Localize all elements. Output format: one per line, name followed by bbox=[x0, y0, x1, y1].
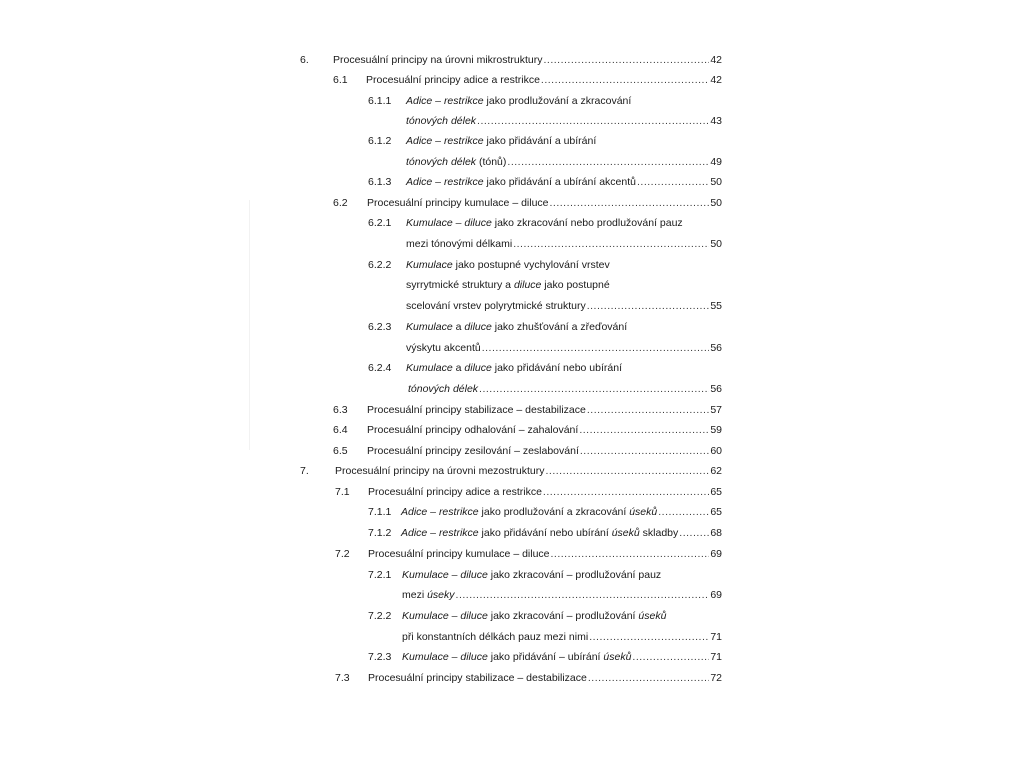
section-number: 7. bbox=[300, 465, 309, 477]
section-number: 7.1 bbox=[335, 486, 350, 498]
section-number: 7.3 bbox=[335, 672, 350, 684]
section-title-text bbox=[406, 320, 627, 334]
section-title-text bbox=[367, 403, 586, 417]
page-number: 56 bbox=[710, 342, 722, 354]
section-title bbox=[367, 423, 722, 437]
title-italic-segment: úseků bbox=[603, 651, 632, 663]
section-number: 7.2 bbox=[335, 548, 350, 560]
dot-leaders bbox=[658, 505, 709, 519]
dot-leaders bbox=[541, 73, 709, 87]
section-title-text bbox=[406, 94, 631, 108]
title-segment: jako zkracování – prodlužování bbox=[487, 610, 639, 622]
title-italic-segment: diluce bbox=[513, 279, 542, 291]
section-number: 6.1 bbox=[333, 74, 348, 86]
dot-leaders bbox=[544, 53, 710, 67]
toc-row bbox=[0, 526, 1024, 540]
section-title bbox=[406, 320, 627, 334]
section-title-text bbox=[368, 547, 550, 561]
page-number: 56 bbox=[710, 383, 722, 395]
title-segment: jako přidávání a ubírání akcentů bbox=[483, 176, 636, 188]
toc-row bbox=[0, 53, 1024, 67]
section-title bbox=[368, 547, 722, 561]
title-italic-segment: Kumulace – diluce bbox=[402, 610, 488, 622]
page-number: 55 bbox=[710, 300, 722, 312]
section-title-text bbox=[368, 671, 587, 685]
title-italic-segment: úseky bbox=[427, 589, 455, 601]
toc-row bbox=[0, 403, 1024, 417]
toc-row bbox=[0, 630, 1024, 644]
title-segment: výskytu akcentů bbox=[406, 342, 481, 354]
title-segment: Procesuální principy na úrovni mikrostruktury bbox=[333, 54, 543, 66]
dot-leaders bbox=[546, 464, 710, 478]
section-title bbox=[402, 609, 666, 623]
title-italic-segment: Adice – restrikce bbox=[406, 176, 484, 188]
page-number: 42 bbox=[710, 74, 722, 86]
title-segment: Procesuální principy kumulace – diluce bbox=[368, 548, 550, 560]
toc-row bbox=[0, 237, 1024, 251]
section-title-text bbox=[401, 526, 678, 540]
title-italic-segment: Kumulace bbox=[406, 259, 453, 271]
section-number: 6.3 bbox=[333, 404, 348, 416]
section-number: 6. bbox=[300, 54, 309, 66]
section-title bbox=[406, 341, 722, 355]
toc-row bbox=[0, 216, 1024, 230]
toc-row bbox=[0, 196, 1024, 210]
section-title-text bbox=[406, 216, 683, 230]
toc-row bbox=[0, 423, 1024, 437]
title-segment: Procesuální principy stabilizace – destabilizace bbox=[367, 404, 586, 416]
title-segment: (tónů) bbox=[476, 156, 507, 168]
title-segment: jako přidávání nebo ubírání bbox=[478, 527, 612, 539]
section-number: 6.1.2 bbox=[368, 135, 392, 147]
section-number: 6.2.2 bbox=[368, 259, 392, 271]
toc-row bbox=[0, 320, 1024, 334]
toc-row bbox=[0, 568, 1024, 582]
section-number: 7.2.1 bbox=[368, 569, 392, 581]
section-number: 6.2.3 bbox=[368, 321, 392, 333]
title-segment: jako prodlužování a zkracování bbox=[478, 506, 630, 518]
title-italic-segment: Adice – restrikce bbox=[401, 527, 479, 539]
section-title bbox=[367, 403, 722, 417]
section-title-text bbox=[367, 196, 549, 210]
page-number: 57 bbox=[710, 404, 722, 416]
title-italic-segment: úseků bbox=[638, 610, 667, 622]
title-segment: jako zhušťování a zřeďování bbox=[491, 321, 628, 333]
section-title-text bbox=[406, 361, 622, 375]
title-segment: jako zkracování nebo prodlužování pauz bbox=[491, 217, 683, 229]
page-number: 71 bbox=[710, 631, 722, 643]
section-title-text bbox=[406, 341, 481, 355]
title-italic-segment: Adice – restrikce bbox=[401, 506, 479, 518]
section-title bbox=[366, 73, 722, 87]
section-number: 6.1.3 bbox=[368, 176, 392, 188]
section-title bbox=[406, 258, 610, 272]
title-italic-segment: Kumulace – diluce bbox=[402, 651, 488, 663]
page-number: 42 bbox=[710, 54, 722, 66]
page-number: 60 bbox=[710, 445, 722, 457]
title-italic-segment: tónových délek bbox=[406, 115, 477, 127]
title-italic-segment: úseků bbox=[611, 527, 640, 539]
title-italic-segment: diluce bbox=[464, 362, 492, 374]
section-title-text bbox=[401, 505, 657, 519]
title-segment: Procesuální principy kumulace – diluce bbox=[367, 197, 549, 209]
section-title-text bbox=[402, 609, 666, 623]
title-segment: scelování vrstev polyrytmické struktury bbox=[406, 300, 586, 312]
dot-leaders bbox=[587, 403, 709, 417]
dot-leaders bbox=[679, 526, 709, 540]
dot-leaders bbox=[551, 547, 710, 561]
section-title-text bbox=[368, 485, 542, 499]
section-title-text bbox=[367, 423, 578, 437]
section-title bbox=[402, 588, 722, 602]
title-segment: Procesuální principy adice a restrikce bbox=[368, 486, 542, 498]
section-title bbox=[401, 505, 722, 519]
page-number: 62 bbox=[710, 465, 722, 477]
page-number: 69 bbox=[710, 589, 722, 601]
section-number: 6.2.4 bbox=[368, 362, 392, 374]
title-italic-segment: tónových délek bbox=[408, 383, 479, 395]
page-number: 50 bbox=[710, 238, 722, 250]
toc-row bbox=[0, 278, 1024, 292]
section-title-text bbox=[406, 134, 596, 148]
section-title bbox=[402, 568, 661, 582]
section-title bbox=[333, 53, 722, 67]
title-segment: jako postupné vychylování vrstev bbox=[452, 259, 610, 271]
section-title-text bbox=[402, 650, 631, 664]
dot-leaders bbox=[637, 175, 709, 189]
section-title-text bbox=[406, 155, 506, 169]
title-segment: mezi tónovými délkami bbox=[406, 238, 513, 250]
title-italic-segment: diluce bbox=[464, 321, 492, 333]
title-segment: syrrytmické struktury a bbox=[406, 279, 514, 291]
title-segment: Procesuální principy zesilování – zeslabování bbox=[367, 445, 579, 457]
title-segment: a bbox=[452, 321, 465, 333]
section-title bbox=[402, 630, 722, 644]
title-segment: jako prodlužování a zkracování bbox=[483, 95, 632, 107]
page-number: 71 bbox=[710, 651, 722, 663]
title-italic-segment: Kumulace – diluce bbox=[406, 217, 492, 229]
dot-leaders bbox=[513, 237, 709, 251]
section-number: 6.1.1 bbox=[368, 95, 392, 107]
section-title bbox=[406, 216, 683, 230]
section-title bbox=[408, 382, 722, 396]
section-title bbox=[406, 94, 631, 108]
section-title bbox=[406, 114, 722, 128]
toc-row bbox=[0, 361, 1024, 375]
section-title-text bbox=[408, 382, 478, 396]
section-title bbox=[402, 650, 722, 664]
toc-row bbox=[0, 258, 1024, 272]
dot-leaders bbox=[482, 341, 710, 355]
title-segment: Procesuální principy stabilizace – destabilizace bbox=[368, 672, 587, 684]
section-title bbox=[368, 485, 722, 499]
toc-row bbox=[0, 671, 1024, 685]
section-number: 7.2.2 bbox=[368, 610, 392, 622]
toc-row bbox=[0, 73, 1024, 87]
page-number: 65 bbox=[710, 506, 722, 518]
dot-leaders bbox=[589, 630, 709, 644]
toc-row bbox=[0, 114, 1024, 128]
dot-leaders bbox=[456, 588, 710, 602]
section-title-text bbox=[402, 630, 588, 644]
title-segment: při konstantních délkách pauz mezi nimi bbox=[402, 631, 589, 643]
toc-row bbox=[0, 547, 1024, 561]
title-italic-segment: Adice – restrikce bbox=[406, 95, 484, 107]
toc-row bbox=[0, 464, 1024, 478]
section-number: 6.5 bbox=[333, 445, 348, 457]
dot-leaders bbox=[543, 485, 709, 499]
dot-leaders bbox=[507, 155, 709, 169]
section-title-text bbox=[406, 278, 610, 292]
toc-row bbox=[0, 485, 1024, 499]
page-number: 49 bbox=[710, 156, 722, 168]
section-title bbox=[406, 361, 622, 375]
title-italic-segment: Kumulace bbox=[406, 321, 453, 333]
toc-row bbox=[0, 444, 1024, 458]
toc-row bbox=[0, 650, 1024, 664]
title-italic-segment: úseků bbox=[629, 506, 658, 518]
title-segment: jako postupné bbox=[541, 279, 610, 291]
section-title bbox=[406, 134, 596, 148]
title-italic-segment: Kumulace bbox=[406, 362, 453, 374]
section-number: 7.2.3 bbox=[368, 651, 392, 663]
section-title-text bbox=[366, 73, 540, 87]
title-segment: mezi bbox=[402, 589, 428, 601]
section-title-text bbox=[333, 53, 543, 67]
toc-row bbox=[0, 134, 1024, 148]
title-segment: jako přidávání a ubírání bbox=[483, 135, 597, 147]
section-title bbox=[401, 526, 722, 540]
page-number: 43 bbox=[710, 115, 722, 127]
title-italic-segment: Adice – restrikce bbox=[406, 135, 484, 147]
section-number: 7.1.2 bbox=[368, 527, 392, 539]
toc-row bbox=[0, 175, 1024, 189]
toc-row bbox=[0, 299, 1024, 313]
page-number: 68 bbox=[710, 527, 722, 539]
toc-row bbox=[0, 155, 1024, 169]
dot-leaders bbox=[479, 382, 709, 396]
section-title-text bbox=[406, 114, 476, 128]
section-title bbox=[406, 278, 610, 292]
title-segment: Procesuální principy odhalování – zahalování bbox=[367, 424, 579, 436]
section-title bbox=[406, 175, 722, 189]
toc-row bbox=[0, 94, 1024, 108]
section-title bbox=[367, 444, 722, 458]
section-title bbox=[406, 237, 722, 251]
toc-row bbox=[0, 609, 1024, 623]
title-segment: Procesuální principy adice a restrikce bbox=[366, 74, 540, 86]
toc-row bbox=[0, 588, 1024, 602]
section-title bbox=[406, 155, 722, 169]
dot-leaders bbox=[587, 299, 710, 313]
page-number: 65 bbox=[710, 486, 722, 498]
toc-row bbox=[0, 505, 1024, 519]
section-title-text bbox=[335, 464, 545, 478]
section-title-text bbox=[406, 299, 586, 313]
dot-leaders bbox=[580, 444, 709, 458]
title-segment: jako zkracování – prodlužování pauz bbox=[487, 569, 662, 581]
dot-leaders bbox=[632, 650, 709, 664]
section-title-text bbox=[402, 588, 455, 602]
page-number: 72 bbox=[710, 672, 722, 684]
title-italic-segment: Kumulace – diluce bbox=[402, 569, 488, 581]
section-number: 6.2.1 bbox=[368, 217, 392, 229]
section-title-text bbox=[406, 175, 636, 189]
section-number: 7.1.1 bbox=[368, 506, 392, 518]
section-title bbox=[367, 196, 722, 210]
section-title bbox=[368, 671, 722, 685]
toc-row bbox=[0, 341, 1024, 355]
title-segment: a bbox=[452, 362, 465, 374]
toc-row bbox=[0, 382, 1024, 396]
section-title bbox=[406, 299, 722, 313]
title-segment: jako přidávání – ubírání bbox=[487, 651, 604, 663]
section-title bbox=[335, 464, 722, 478]
dot-leaders bbox=[550, 196, 710, 210]
section-title-text bbox=[406, 258, 610, 272]
dot-leaders bbox=[477, 114, 709, 128]
page-number: 69 bbox=[710, 548, 722, 560]
title-segment: skladby bbox=[639, 527, 679, 539]
page-number: 50 bbox=[710, 197, 722, 209]
section-title-text bbox=[402, 568, 661, 582]
page-number: 59 bbox=[710, 424, 722, 436]
title-italic-segment: tónových délek bbox=[406, 156, 477, 168]
section-number: 6.4 bbox=[333, 424, 348, 436]
dot-leaders bbox=[588, 671, 709, 685]
page-number: 50 bbox=[710, 176, 722, 188]
title-segment: Procesuální principy na úrovni mezostruktury bbox=[335, 465, 545, 477]
dot-leaders bbox=[579, 423, 709, 437]
section-number: 6.2 bbox=[333, 197, 348, 209]
title-segment: jako přidávání nebo ubírání bbox=[491, 362, 623, 374]
section-title-text bbox=[367, 444, 579, 458]
section-title-text bbox=[406, 237, 512, 251]
